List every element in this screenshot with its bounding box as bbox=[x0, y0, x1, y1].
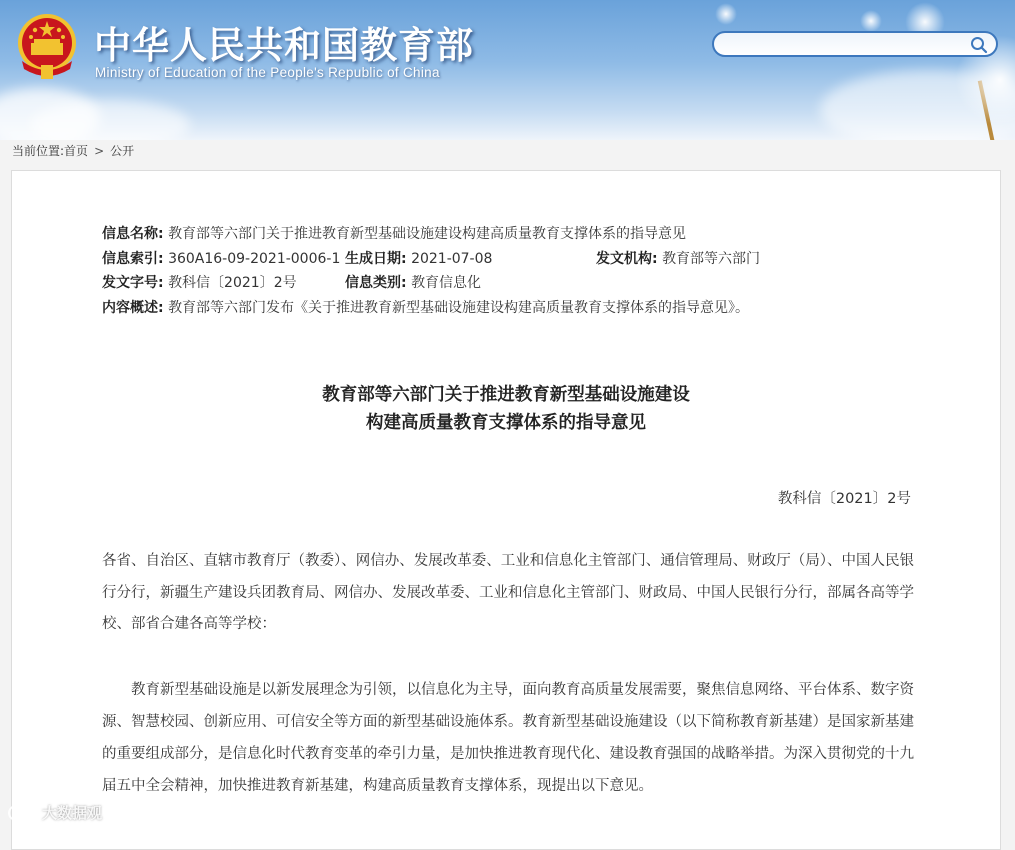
meta-index-value: 360A16-09-2021-0006-1 bbox=[168, 250, 341, 267]
meta-index-label: 信息索引: bbox=[102, 250, 164, 267]
dandelion-decoration bbox=[860, 10, 882, 32]
document-title-line-1: 教育部等六部门关于推进教育新型基础设施建设 bbox=[322, 385, 690, 405]
meta-row-summary bbox=[102, 297, 749, 322]
meta-row-docno bbox=[102, 272, 749, 297]
breadcrumb-prefix: 当前位置: bbox=[12, 144, 65, 158]
watermark bbox=[6, 802, 102, 823]
document-title bbox=[12, 381, 1000, 437]
content-panel bbox=[11, 170, 1001, 850]
search-box[interactable] bbox=[712, 31, 998, 57]
meta-row-index bbox=[102, 248, 761, 273]
watermark-text: 大数据观 bbox=[42, 804, 103, 822]
document-title-line-2: 构建高质量教育支撑体系的指导意见 bbox=[366, 413, 646, 433]
meta-docno-value: 教科信〔2021〕2号 bbox=[168, 275, 297, 291]
meta-row-name bbox=[102, 223, 749, 248]
national-emblem-icon[interactable] bbox=[14, 13, 80, 81]
search-icon[interactable] bbox=[970, 36, 988, 54]
breadcrumb bbox=[12, 142, 134, 159]
document-number: 教科信〔2021〕2号 bbox=[777, 491, 911, 507]
meta-summary-label: 内容概述: bbox=[102, 299, 164, 316]
meta-date-value: 2021-07-08 bbox=[411, 250, 493, 267]
search-input[interactable] bbox=[724, 35, 968, 55]
meta-summary-value: 教育部等六部门发布《关于推进教育新型基础设施建设构建高质量教育支撑体系的指导意见》。 bbox=[168, 299, 750, 316]
meta-category-value: 教育信息化 bbox=[411, 275, 482, 291]
cloud-decoration bbox=[30, 100, 190, 140]
site-title: 中华人民共和国教育部 bbox=[94, 24, 474, 67]
breadcrumb-current-link[interactable]: 公开 bbox=[110, 144, 135, 158]
site-subtitle: Ministry of Education of the People's Republic of China bbox=[95, 65, 440, 80]
document-paragraph: 教育新型基础设施是以新发展理念为引领，以信息化为主导，面向教育高质量发展需要，聚焦信息网络、平台体系、数字资源、智慧校园、创新应用、可信安全等方面的新型基础设施体系。教育新型基础设施建设（以下简称教育新基建）是国家新基建的重要组成部分，是信息化时代教育变革的牵引力量，是加快推进教育现代化、建设教育强国的战略举措。为深入贯彻党的十九届五中全会精神，加快推进教育新基建，构建高质量教育支撑体系，现提出以下意见。 bbox=[102, 682, 914, 794]
meta-date-label: 生成日期: bbox=[345, 250, 407, 267]
meta-category-label: 信息类别: bbox=[345, 275, 407, 291]
meta-name-label: 信息名称: bbox=[102, 226, 164, 242]
dandelion-decoration bbox=[715, 3, 737, 25]
meta-issuer-label: 发文机构: bbox=[596, 250, 658, 267]
breadcrumb-home-link[interactable]: 首页 bbox=[64, 144, 89, 158]
meta-name-value: 教育部等六部门关于推进教育新型基础设施建设构建高质量教育支撑体系的指导意见 bbox=[168, 226, 687, 242]
breadcrumb-separator: > bbox=[94, 144, 105, 158]
document-addressee: 各省、自治区、直辖市教育厅（教委）、网信办、发展改革委、工业和信息化主管部门、通信管理局、财政厅（局）、中国人民银行分行，新疆生产建设兵团教育局、网信办、发展改革委、工业和信息化主管部门、财政局、中国人民银行分行，部属各高等学校、部省合建各高等学校： bbox=[102, 553, 914, 632]
meta-docno-label: 发文字号: bbox=[102, 275, 164, 291]
document-metadata bbox=[102, 223, 761, 321]
watermark-logo-icon bbox=[6, 803, 36, 823]
site-header bbox=[0, 0, 1015, 140]
meta-issuer-value: 教育部等六部门 bbox=[662, 250, 761, 267]
